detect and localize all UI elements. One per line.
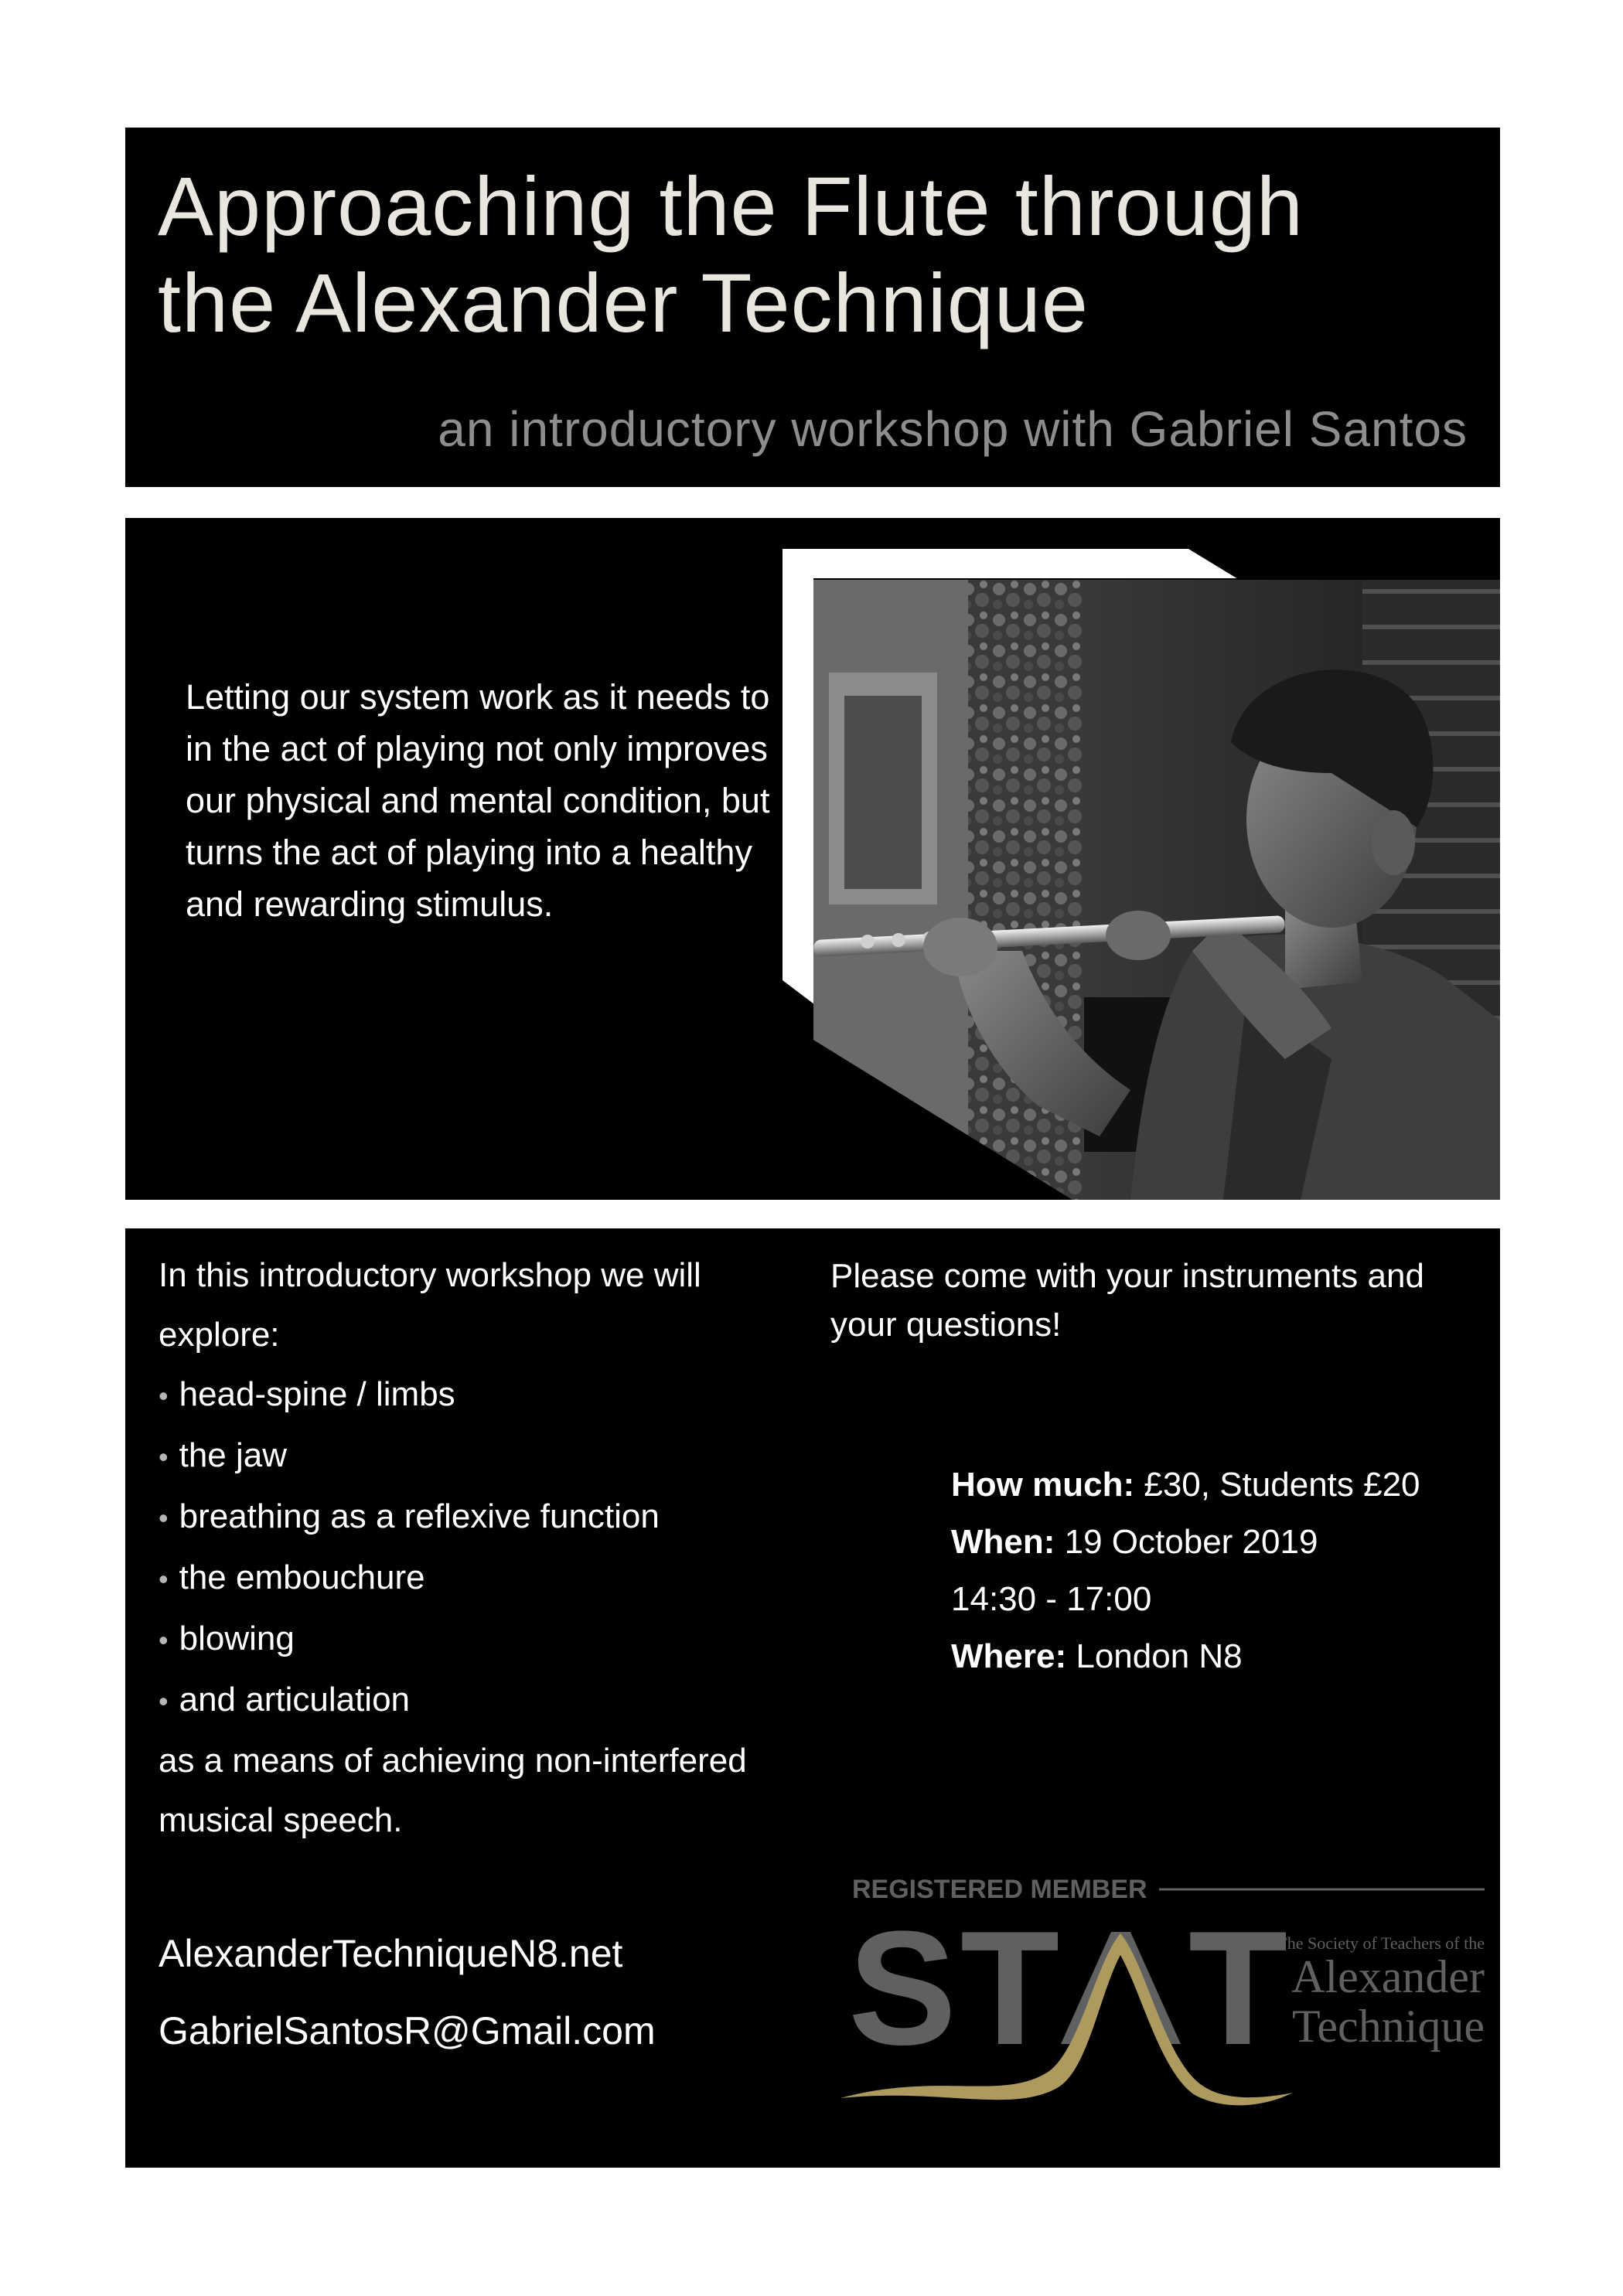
details-panel	[125, 1228, 1500, 2168]
topic-label: blowing	[179, 1620, 295, 1657]
date-value: 19 October 2019	[1064, 1523, 1318, 1561]
society-name-line-1: Alexander	[1291, 1951, 1485, 2002]
topic-label: and articulation	[179, 1681, 411, 1719]
website-link[interactable]: AlexanderTechniqueN8.net	[159, 1932, 623, 1975]
bullet-icon: •	[159, 1624, 169, 1656]
topic-label: breathing as a reflexive function	[179, 1497, 660, 1535]
date-label: When:	[951, 1523, 1055, 1561]
topic-item	[159, 1548, 823, 1609]
stat-letter-t: T	[960, 1897, 1060, 2079]
society-name-line-2: Technique	[1291, 2001, 1485, 2052]
bring-note: Please come with your instruments and your questions!	[830, 1257, 1424, 1344]
workshop-description	[159, 1245, 823, 1850]
header-panel	[125, 128, 1500, 487]
price-value: £30, Students £20	[1144, 1466, 1420, 1504]
email-link[interactable]: GabrielSantosR@Gmail.com	[159, 2009, 656, 2052]
subtitle: an introductory workshop with Gabriel Santos	[438, 401, 1468, 457]
bullet-icon: •	[159, 1380, 169, 1412]
place-line	[951, 1628, 1420, 1685]
workshop-outro: as a means of achieving non-interfered musical speech.	[159, 1742, 747, 1839]
society-line: The Society of Teachers of the	[1277, 1933, 1485, 1953]
price-label: How much:	[951, 1466, 1135, 1504]
intro-text: Letting our system work as it needs to in the act of playing not only improves our physical and mental condition, but turns the act of playing into a healthy and rewarding stimulus.	[186, 677, 770, 924]
photo-panel	[125, 518, 1500, 1200]
title-line-1: Approaching the Flute through	[158, 159, 1304, 253]
time-value: 14:30 - 17:00	[951, 1580, 1152, 1618]
topic-item	[159, 1487, 823, 1548]
stat-logo	[709, 1878, 1490, 2110]
flutist-photo	[125, 518, 1500, 1200]
topic-label: head-spine / limbs	[179, 1375, 455, 1413]
topic-label: the embouchure	[179, 1558, 425, 1596]
place-label: Where:	[951, 1637, 1067, 1675]
date-line	[951, 1514, 1420, 1571]
topic-item	[159, 1364, 823, 1426]
event-info	[951, 1456, 1420, 1685]
bullet-icon: •	[159, 1502, 169, 1534]
bullet-icon: •	[159, 1563, 169, 1595]
workshop-intro: In this introductory workshop we will explore:	[159, 1256, 701, 1354]
stat-letter-s: S	[848, 1897, 957, 2079]
bullet-icon: •	[159, 1441, 169, 1473]
topic-list	[159, 1364, 823, 1731]
registered-member-label: REGISTERED MEMBER	[852, 1878, 1147, 1904]
topic-item	[159, 1426, 823, 1487]
time-line	[951, 1571, 1420, 1628]
bullet-icon: •	[159, 1685, 169, 1717]
title-line-2: the Alexander Technique	[158, 256, 1089, 349]
topic-item	[159, 1670, 823, 1731]
place-value: London N8	[1076, 1637, 1243, 1675]
contact-block	[159, 1915, 656, 2069]
price-line	[951, 1456, 1420, 1514]
stat-letter-t: T	[1188, 1897, 1288, 2079]
topic-label: the jaw	[179, 1436, 288, 1474]
topic-item	[159, 1609, 823, 1670]
